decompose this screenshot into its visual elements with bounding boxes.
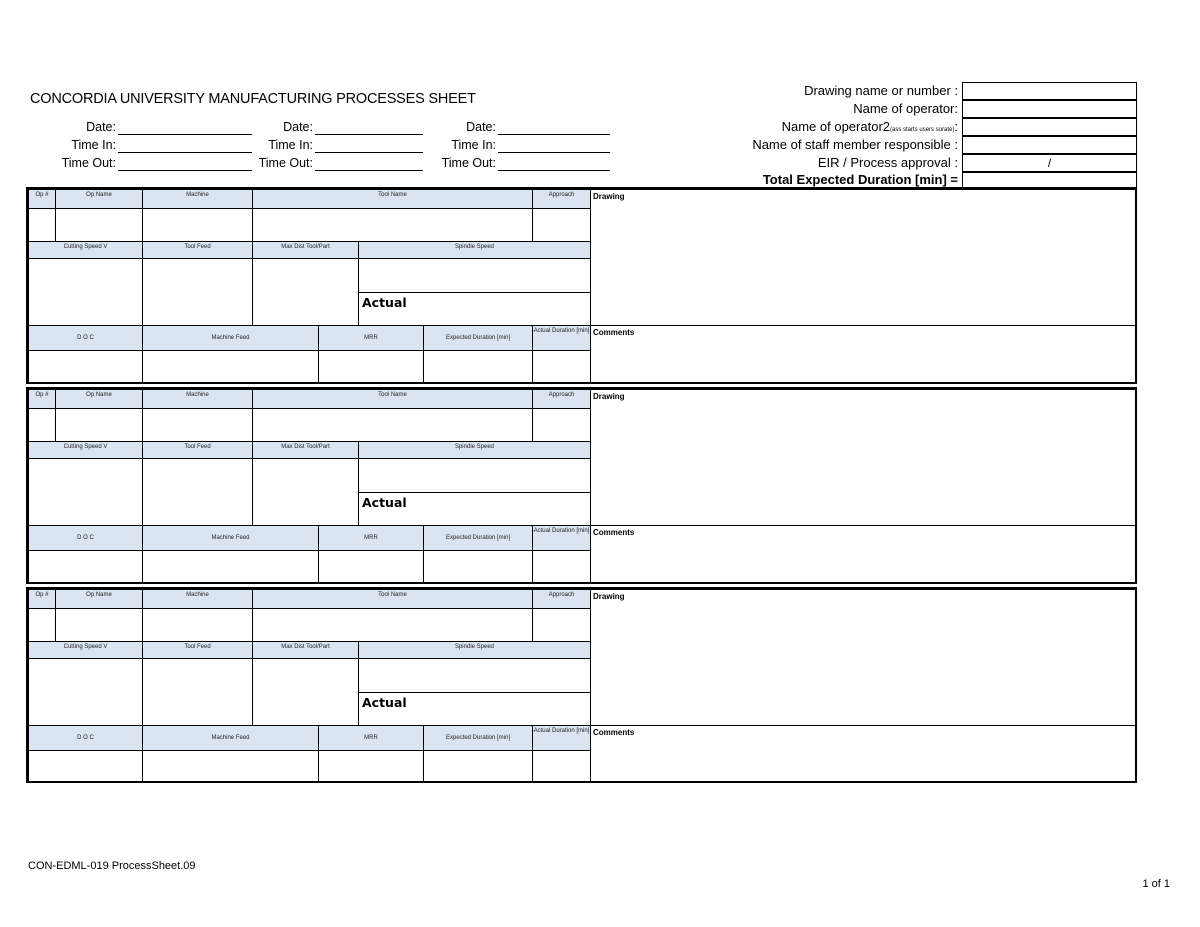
actual-spindle-field[interactable]: Actual [358, 692, 591, 726]
comments-area[interactable]: Comments [590, 725, 1137, 783]
comments-area[interactable]: Comments [590, 325, 1137, 384]
document-code: CON-EDML-019 ProcessSheet.09 [28, 860, 196, 872]
actual-duration-field[interactable] [532, 350, 591, 384]
time-in-field-2[interactable] [315, 152, 423, 153]
expected-duration-header: Expected Duration [min] [423, 525, 533, 551]
cutting-speed-field[interactable] [28, 658, 143, 726]
spindle-speed-field[interactable] [358, 458, 591, 493]
cutting-speed-field[interactable] [28, 458, 143, 526]
time-out-field-2[interactable] [315, 170, 423, 171]
machine-feed-field[interactable] [142, 550, 319, 584]
cutting-speed-field[interactable] [28, 258, 143, 326]
doc-header: D O C [28, 325, 143, 351]
doc-field[interactable] [28, 350, 143, 384]
max-dist-field[interactable] [252, 658, 359, 726]
machine-header: Machine [142, 189, 253, 209]
mrr-field[interactable] [318, 750, 424, 783]
expected-duration-header: Expected Duration [min] [423, 325, 533, 351]
tool-name-field[interactable] [252, 408, 533, 442]
approach-header: Approach [532, 589, 591, 609]
op-num-header: Op # [28, 389, 56, 409]
date-field-3[interactable] [498, 134, 610, 135]
op-name-field[interactable] [55, 608, 143, 642]
time-in-label-1: Time In: [71, 138, 116, 152]
expected-duration-header: Expected Duration [min] [423, 725, 533, 751]
drawing-area[interactable]: Drawing [590, 189, 1137, 326]
time-in-field-1[interactable] [118, 152, 252, 153]
date-field-1[interactable] [118, 134, 252, 135]
operator-field[interactable] [962, 100, 1137, 118]
drawing-area[interactable]: Drawing [590, 589, 1137, 726]
op-num-field[interactable] [28, 608, 56, 642]
time-out-label-2: Time Out: [258, 156, 313, 170]
approach-field[interactable] [532, 208, 591, 242]
staff-field[interactable] [962, 136, 1137, 154]
op-name-header: Op Name [55, 589, 143, 609]
tool-feed-header: Tool Feed [142, 241, 253, 259]
machine-header: Machine [142, 589, 253, 609]
eir-label: EIR / Process approval : [817, 155, 958, 170]
tool-name-field[interactable] [252, 208, 533, 242]
approach-field[interactable] [532, 608, 591, 642]
actual-duration-header: Actual Duration [min] [532, 325, 591, 351]
op-num-field[interactable] [28, 208, 56, 242]
max-dist-field[interactable] [252, 258, 359, 326]
operator2-field[interactable] [962, 118, 1137, 136]
op-name-header: Op Name [55, 189, 143, 209]
page-title: CONCORDIA UNIVERSITY MANUFACTURING PROCESSES SHEET [30, 91, 476, 107]
spindle-speed-header: Spindle Speed [358, 641, 591, 659]
date-label-1: Date: [86, 120, 116, 134]
spindle-speed-header: Spindle Speed [358, 241, 591, 259]
drawing-name-label: Drawing name or number : [804, 83, 958, 98]
tool-feed-header: Tool Feed [142, 641, 253, 659]
operator2-label: Name of operator2(ass starts users sorate): [781, 119, 958, 134]
approach-header: Approach [532, 189, 591, 209]
expected-duration-field[interactable] [423, 750, 533, 783]
actual-spindle-field[interactable]: Actual [358, 292, 591, 326]
time-in-field-3[interactable] [498, 152, 610, 153]
mrr-field[interactable] [318, 550, 424, 584]
spindle-speed-header: Spindle Speed [358, 441, 591, 459]
drawing-area[interactable]: Drawing [590, 389, 1137, 526]
drawing-name-field[interactable] [962, 82, 1137, 100]
mrr-header: MRR [318, 325, 424, 351]
max-dist-field[interactable] [252, 458, 359, 526]
cutting-speed-header: Cutting Speed V [28, 641, 143, 659]
tool-name-header: Tool Name [252, 589, 533, 609]
machine-field[interactable] [142, 608, 253, 642]
tool-feed-field[interactable] [142, 658, 253, 726]
actual-spindle-field[interactable]: Actual [358, 492, 591, 526]
op-name-field[interactable] [55, 208, 143, 242]
machine-field[interactable] [142, 408, 253, 442]
op-num-header: Op # [28, 589, 56, 609]
total-duration-label: Total Expected Duration [min] = [762, 172, 958, 187]
date-field-2[interactable] [315, 134, 423, 135]
machine-feed-header: Machine Feed [142, 525, 319, 551]
spindle-speed-field[interactable] [358, 258, 591, 293]
op-name-field[interactable] [55, 408, 143, 442]
expected-duration-field[interactable] [423, 350, 533, 384]
max-dist-header: Max Dist Tool/Part [252, 241, 359, 259]
time-out-label-1: Time Out: [61, 156, 116, 170]
machine-feed-field[interactable] [142, 750, 319, 783]
op-num-header: Op # [28, 189, 56, 209]
expected-duration-field[interactable] [423, 550, 533, 584]
page-number: 1 of 1 [1142, 878, 1170, 890]
actual-duration-field[interactable] [532, 550, 591, 584]
cutting-speed-header: Cutting Speed V [28, 241, 143, 259]
max-dist-header: Max Dist Tool/Part [252, 441, 359, 459]
tool-feed-field[interactable] [142, 258, 253, 326]
doc-field[interactable] [28, 550, 143, 584]
time-in-label-2: Time In: [268, 138, 313, 152]
op-name-header: Op Name [55, 389, 143, 409]
comments-area[interactable]: Comments [590, 525, 1137, 584]
mrr-field[interactable] [318, 350, 424, 384]
time-out-label-3: Time Out: [441, 156, 496, 170]
doc-header: D O C [28, 725, 143, 751]
machine-feed-field[interactable] [142, 350, 319, 384]
time-in-label-3: Time In: [451, 138, 496, 152]
max-dist-header: Max Dist Tool/Part [252, 641, 359, 659]
tool-name-header: Tool Name [252, 389, 533, 409]
mrr-header: MRR [318, 525, 424, 551]
operation-block-3 [26, 587, 1137, 783]
tool-name-field[interactable] [252, 608, 533, 642]
doc-header: D O C [28, 525, 143, 551]
cutting-speed-header: Cutting Speed V [28, 441, 143, 459]
actual-duration-field[interactable] [532, 750, 591, 783]
operation-block-2 [26, 387, 1137, 584]
tool-feed-header: Tool Feed [142, 441, 253, 459]
time-out-field-1[interactable] [118, 170, 252, 171]
machine-feed-header: Machine Feed [142, 725, 319, 751]
tool-feed-field[interactable] [142, 458, 253, 526]
operation-block-1 [26, 187, 1137, 384]
approach-field[interactable] [532, 408, 591, 442]
machine-feed-header: Machine Feed [142, 325, 319, 351]
actual-duration-header: Actual Duration [min] [532, 525, 591, 551]
spindle-speed-field[interactable] [358, 658, 591, 693]
staff-label: Name of staff member responsible : [752, 137, 958, 152]
tool-name-header: Tool Name [252, 189, 533, 209]
operator-label: Name of operator: [853, 101, 958, 116]
mrr-header: MRR [318, 725, 424, 751]
approach-header: Approach [532, 389, 591, 409]
eir-field[interactable]: / [962, 154, 1137, 172]
date-label-3: Date: [466, 120, 496, 134]
op-num-field[interactable] [28, 408, 56, 442]
machine-header: Machine [142, 389, 253, 409]
date-label-2: Date: [283, 120, 313, 134]
machine-field[interactable] [142, 208, 253, 242]
time-out-field-3[interactable] [498, 170, 610, 171]
actual-duration-header: Actual Duration [min] [532, 725, 591, 751]
doc-field[interactable] [28, 750, 143, 783]
